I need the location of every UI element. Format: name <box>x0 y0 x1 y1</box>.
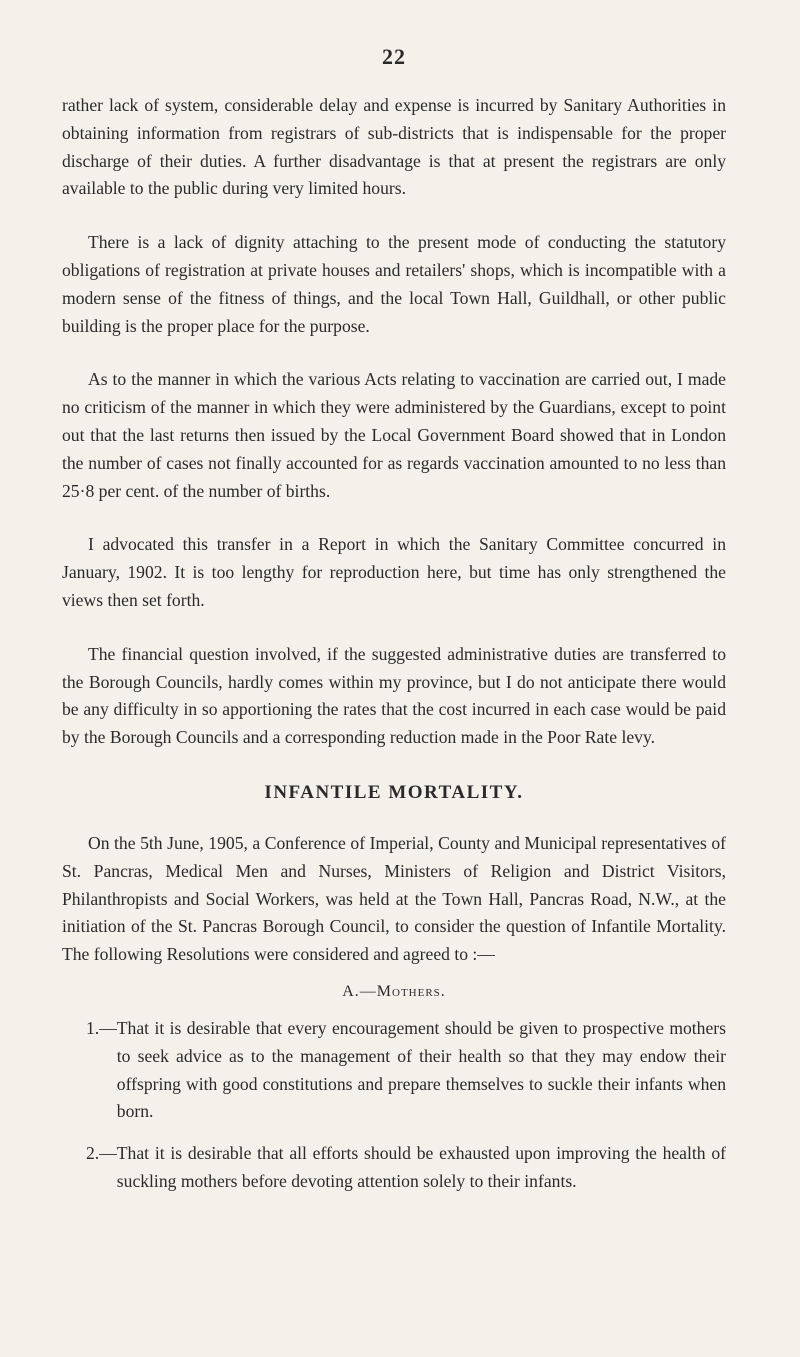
resolution-text: That it is desirable that all efforts should be exhausted upon improving the health of suckling mothers before devoting attention solely to their infants. <box>116 1143 726 1191</box>
page-number: 22 <box>382 44 406 69</box>
resolution-item <box>62 1015 726 1126</box>
resolution-number: 1.— <box>86 1017 117 1038</box>
resolution-number: 2.— <box>86 1143 117 1164</box>
subheading-mothers: A.—Mothers. <box>342 982 446 1000</box>
paragraph-continuation: rather lack of system, considerable delay and expense is incurred by Sanitary Authorities in obtaining information from registrars of sub-districts that is indispensable for the proper discharge of their duties. A further disadvantage is that at present the registrars are only available to the public during very limited hours. <box>62 95 726 199</box>
section-intro: On the 5th June, 1905, a Conference of Imperial, County and Municipal representatives of St. Pancras, Medical Men and Nurses, Ministers of Religion and District Visitors, Philanthropists and Social Workers, was held at the Town Hall, Pancras Road, N.W., at the initiation of the St. Pancras Borough Council, to consider the question of Infantile Mortality. The following Resolutions were considered and agreed to :— <box>62 832 726 965</box>
paragraph-financial: The financial question involved, if the suggested administrative duties are transferred to the Borough Councils, hardly comes within my province, but I do not anticipate there would be any difficulty in so apportioning the rates that the cost incurred in each case would be paid by the Borough Councils and a corresponding reduction made in the Poor Rate levy. <box>62 643 726 748</box>
resolution-item <box>62 1140 726 1196</box>
paragraph-vaccination: As to the manner in which the various Acts relating to vaccination are carried out, I made no criticism of the manner in which they were administered by the Guardians, except to point out that the last returns then issued by the Local Government Board showed that in London the number of cases not finally accounted for as regards vaccination amounted to no less than 25·8 per cent. of the number of births. <box>62 369 726 501</box>
paragraph-dignity: There is a lack of dignity attaching to the present mode of conducting the statutory obligations of registration at private houses and retailers' shops, which is incompatible with a modern sense of the fitness of things, and the local Town Hall, Guildhall, or other public building is the proper place for the purpose. <box>62 232 726 336</box>
paragraph-transfer-report: I advocated this transfer in a Report in which the Sanitary Committee concurred in January, 1902. It is too lengthy for reproduction here, but time has only strengthened the views then set forth. <box>62 534 726 610</box>
section-heading: INFANTILE MORTALITY. <box>264 781 524 803</box>
resolution-text: That it is desirable that every encouragement should be given to prospective mothers to seek advice as to the management of their health so that they may endow their offspring with good constitutions and prepare themselves to suckle their infants when born. <box>116 1017 726 1122</box>
